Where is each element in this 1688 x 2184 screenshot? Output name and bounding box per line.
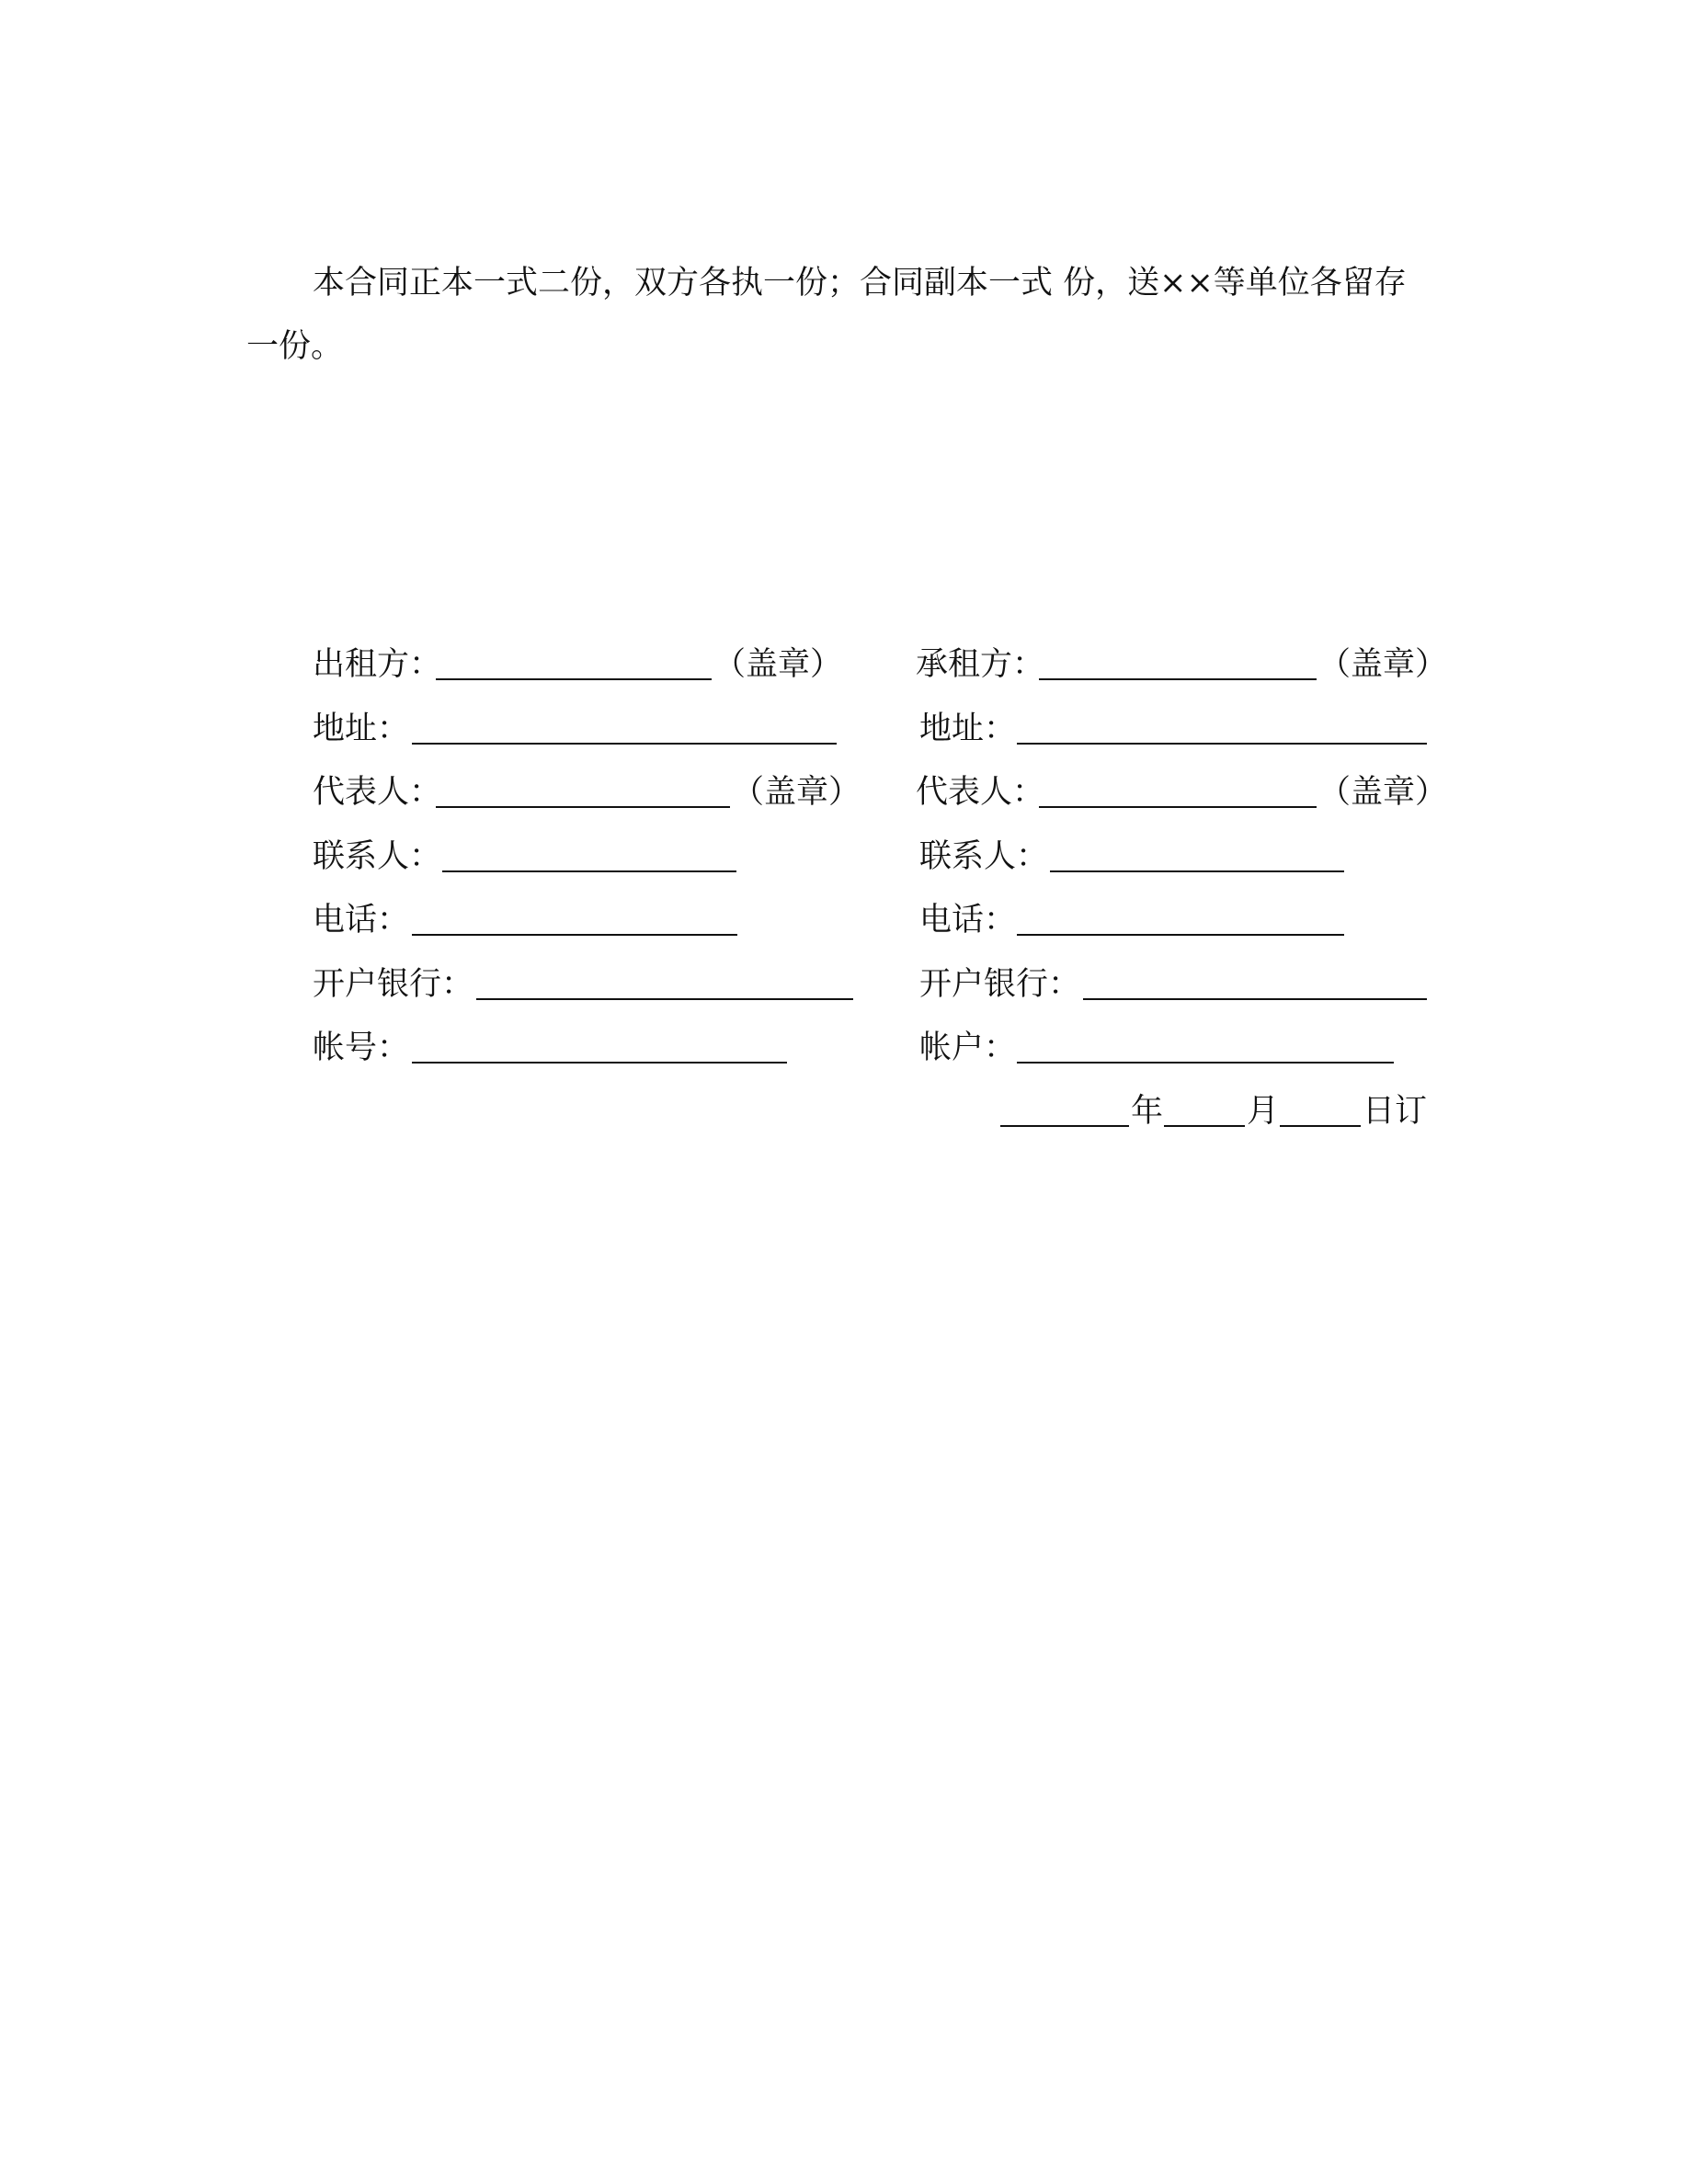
lessee-contact-label: 联系人：	[919, 838, 1049, 875]
lessor-contact-label: 联系人：	[313, 838, 442, 875]
lessor-address-row	[313, 711, 864, 747]
lessee-party-line[interactable]	[1039, 678, 1317, 680]
lessor-account-row	[313, 1029, 864, 1066]
date-month-label: 月	[1247, 1093, 1280, 1130]
lessee-phone-label: 电话：	[919, 902, 1017, 938]
lessee-contact-line[interactable]	[1050, 870, 1344, 872]
lessor-bank-line[interactable]	[476, 998, 853, 1000]
lessee-bank-label: 开户银行：	[919, 966, 1081, 1003]
lessee-phone-row	[919, 902, 1471, 938]
lessee-rep-label: 代表人：	[916, 774, 1045, 811]
lessee-party-stamp: （盖章）	[1318, 646, 1448, 683]
lessor-phone-label: 电话：	[313, 902, 410, 938]
lessor-rep-line[interactable]	[436, 806, 730, 808]
date-day-line[interactable]	[1280, 1125, 1361, 1127]
lessor-account-label: 帐号：	[313, 1029, 410, 1066]
lessee-address-row	[919, 711, 1471, 747]
lessee-rep-line[interactable]	[1039, 806, 1317, 808]
lessor-phone-line[interactable]	[412, 934, 737, 936]
lessee-address-label: 地址：	[919, 711, 1017, 747]
lessee-bank-line[interactable]	[1083, 998, 1427, 1000]
lessor-party-row	[313, 646, 864, 683]
lessee-address-line[interactable]	[1017, 743, 1427, 745]
lessee-account-label: 帐户：	[919, 1029, 1017, 1066]
lessor-party-stamp: （盖章）	[713, 646, 843, 683]
lessee-account-row	[919, 1029, 1471, 1066]
lessor-contact-line[interactable]	[442, 870, 736, 872]
date-row	[1000, 1093, 1442, 1130]
clause-line-2: 一份。	[246, 328, 344, 365]
lessor-bank-row	[313, 966, 864, 1003]
clause-line-1: 本合同正本一式二份，双方各执一份；合同副本一式 份，送××等单位各留存	[313, 265, 1407, 301]
lessor-party-line[interactable]	[436, 678, 712, 680]
lessee-bank-row	[919, 966, 1471, 1003]
lessee-phone-line[interactable]	[1017, 934, 1344, 936]
date-year-label: 年	[1131, 1093, 1164, 1130]
lessor-bank-label: 开户银行：	[313, 966, 474, 1003]
date-day-label: 日订	[1363, 1093, 1428, 1130]
lessor-rep-row	[313, 774, 864, 811]
date-year-line[interactable]	[1000, 1125, 1129, 1127]
lessor-contact-row	[313, 838, 864, 875]
lessor-address-line[interactable]	[412, 743, 837, 745]
lessee-account-line[interactable]	[1017, 1062, 1394, 1064]
lessor-address-label: 地址：	[313, 711, 410, 747]
lessee-party-label: 承租方：	[916, 646, 1045, 683]
lessor-rep-stamp: （盖章）	[732, 774, 861, 811]
lessor-account-line[interactable]	[412, 1062, 787, 1064]
lessee-party-row	[916, 646, 1467, 683]
lessee-rep-stamp: （盖章）	[1318, 774, 1448, 811]
lessor-party-label: 出租方：	[313, 646, 442, 683]
lessee-contact-row	[919, 838, 1471, 875]
lessee-rep-row	[916, 774, 1467, 811]
date-month-line[interactable]	[1164, 1125, 1245, 1127]
lessor-rep-label: 代表人：	[313, 774, 442, 811]
lessor-phone-row	[313, 902, 864, 938]
